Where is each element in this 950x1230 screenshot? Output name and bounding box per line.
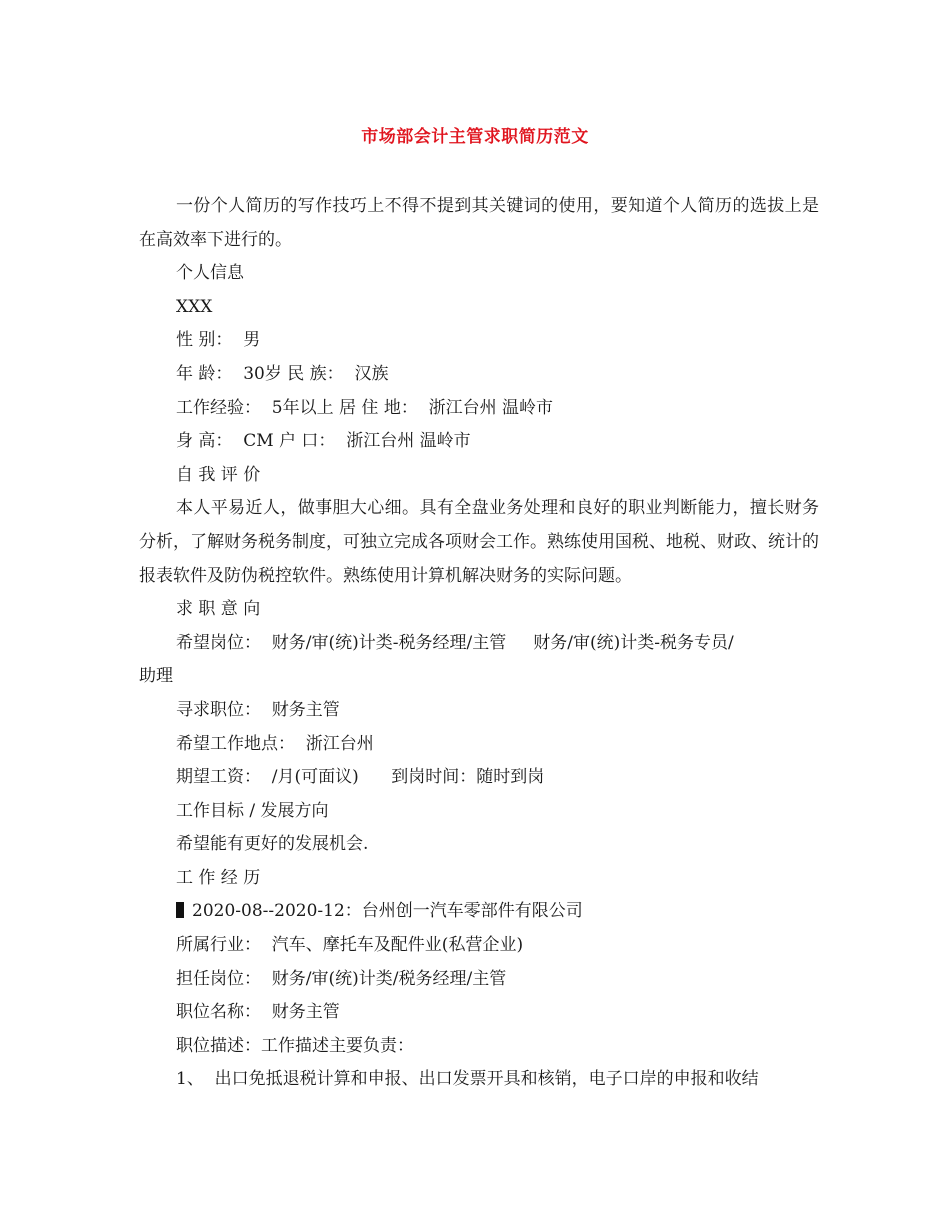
age-ethnicity-line: 年 龄： 30岁 民 族： 汉族: [176, 363, 389, 384]
document-title: 市场部会计主管求职简历范文: [361, 127, 589, 147]
personal-info-heading: 个人信息: [176, 263, 244, 284]
block-marker-icon: [176, 902, 184, 918]
gender-line: 性 别： 男: [176, 330, 261, 351]
position-line: 担任岗位： 财务/审(统)计类/税务经理/主管: [176, 968, 507, 989]
self-evaluation-text: 本人平易近人，做事胆大心细。具有全盘业务处理和良好的职业判断能力，擅长财务分析，了解财务税务制度，可独立完成各项财会工作。熟练使用国税、地税、财政、统计的报表软件及防伪税控软件。熟练使用计算机解决财务的实际问题。: [139, 498, 819, 586]
work-entry-line: [139, 895, 819, 929]
work-history-heading: 工 作 经 历: [176, 867, 261, 888]
goal-text: 希望能有更好的发展机会.: [176, 834, 369, 855]
seeking-position-line: 寻求职位： 财务主管: [176, 699, 340, 720]
intro-paragraph: 一份个人简历的写作技巧上不得不提到其关键词的使用，要知道个人简历的选拔上是在高效率下进行的。: [139, 196, 819, 250]
desired-location-line: 希望工作地点： 浙江台州: [176, 733, 374, 754]
expected-salary-line: 期望工资： /月(可面议) 到岗时间：随时到岗: [176, 767, 545, 788]
desired-position-continuation: 助理: [139, 666, 173, 687]
name-line: XXX: [176, 296, 213, 317]
goal-heading: 工作目标 / 发展方向: [176, 800, 329, 821]
industry-line: 所属行业： 汽车、摩托车及配件业(私营企业): [176, 935, 524, 956]
job-title-line: 职位名称： 财务主管: [176, 1002, 340, 1023]
duty-item-1: 1、 出口免抵退税计算和申报、出口发票开具和核销，电子口岸的申报和收结: [176, 1069, 759, 1090]
document-body: [139, 190, 819, 1097]
experience-residence-line: 工作经验： 5年以上 居 住 地： 浙江台州 温岭市: [176, 397, 554, 418]
desired-position-line: 希望岗位： 财务/审(统)计类-税务经理/主管 财务/审(统)计类-税务专员/: [176, 632, 734, 653]
job-intention-heading: 求 职 意 向: [176, 599, 261, 620]
work-entry-period-company: 2020-08--2020-12：台州创一汽车零部件有限公司: [192, 901, 583, 922]
self-evaluation-heading: 自 我 评 价: [176, 464, 261, 485]
description-heading: 职位描述：工作描述主要负责：: [176, 1035, 414, 1056]
height-hukou-line: 身 高： CM 户 口： 浙江台州 温岭市: [176, 431, 471, 452]
